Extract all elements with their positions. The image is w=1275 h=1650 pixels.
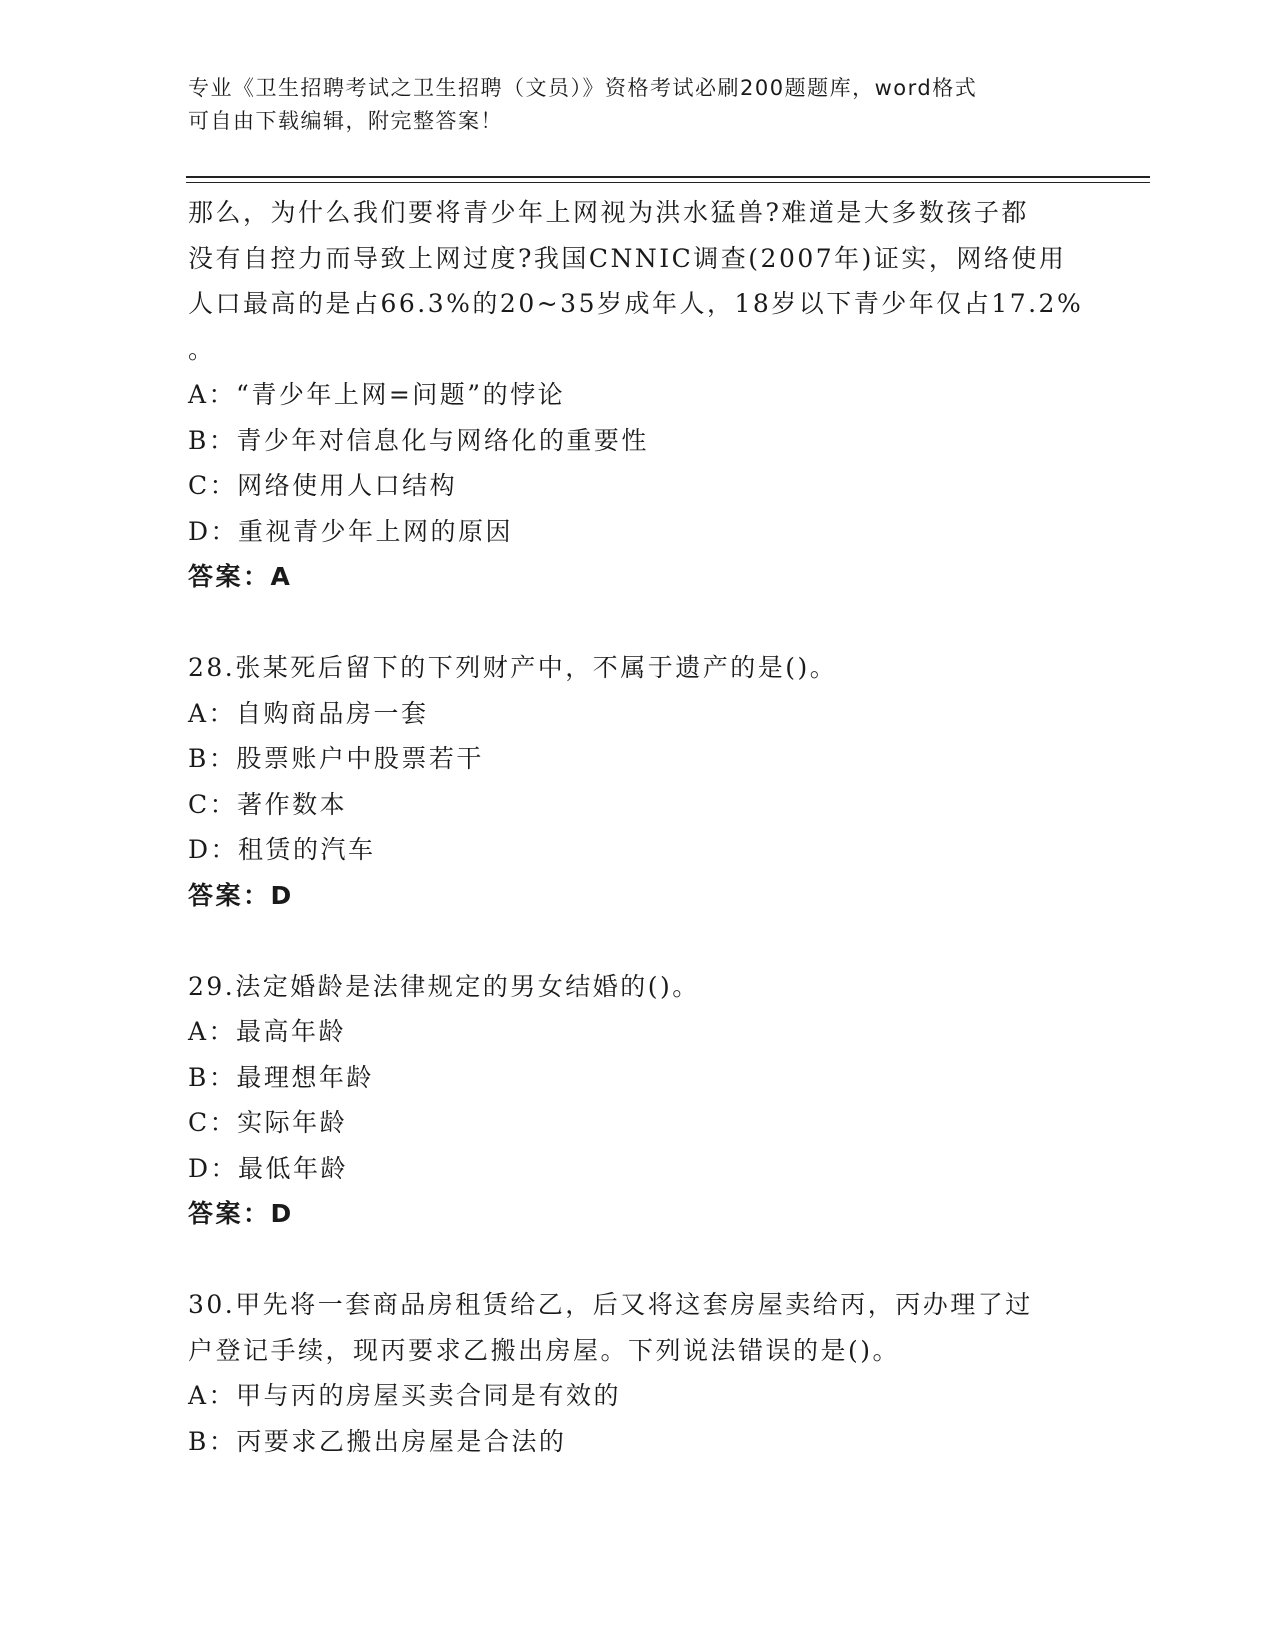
passage-line: 没有自控力而导致上网过度?我国CNNIC调查(2007年)证实，网络使用 [188, 243, 1067, 273]
option-d: D：重视青少年上网的原因 [188, 516, 514, 546]
option-a: A：“青少年上网=问题”的悖论 [188, 380, 566, 409]
option-b: B：最理想年龄 [188, 1062, 374, 1092]
option-c: C：实际年龄 [188, 1108, 348, 1137]
header-divider [186, 176, 1150, 183]
question-stem: 28.张某死后留下的下列财产中，不属于遗产的是()。 [188, 653, 838, 682]
spacer [188, 918, 1088, 964]
option-d: D：租赁的汽车 [188, 835, 376, 864]
option-a: A：最高年龄 [188, 1017, 347, 1046]
spacer [188, 1237, 1088, 1283]
option-a: A：甲与丙的房屋买卖合同是有效的 [188, 1381, 622, 1410]
spacer [188, 600, 1088, 646]
option-b: B：青少年对信息化与网络化的重要性 [188, 425, 649, 455]
question-stem: 户登记手续，现丙要求乙搬出房屋。下列说法错误的是()。 [188, 1335, 901, 1365]
option-d: D：最低年龄 [188, 1153, 349, 1183]
question-28-block [188, 645, 1088, 918]
option-b: B：丙要求乙搬出房屋是合法的 [188, 1426, 567, 1456]
option-a: A：自购商品房一套 [188, 698, 429, 728]
option-c: C：著作数本 [188, 789, 348, 819]
header-line-2: 可自由下载编辑，附完整答案！ [188, 109, 503, 133]
header-line-1: 专业《卫生招聘考试之卫生招聘（文员）》资格考试必刷200题题库，word格式 [188, 76, 978, 100]
option-b: B：股票账户中股票若干 [188, 744, 484, 773]
question-30-block [188, 1282, 1088, 1464]
answer-line: 答案：D [188, 880, 294, 910]
answer-line: 答案：A [188, 562, 293, 591]
answer-line: 答案：D [188, 1199, 294, 1228]
passage-line: 。 [188, 334, 216, 364]
question-stem: 29.法定婚龄是法律规定的男女结婚的()。 [188, 971, 700, 1001]
document-header [188, 72, 1078, 138]
passage-line: 人口最高的是占66.3%的20~35岁成年人，18岁以下青少年仅占17.2% [188, 289, 1084, 318]
question-29-block [188, 964, 1088, 1237]
passage-line: 那么，为什么我们要将青少年上网视为洪水猛兽?难道是大多数孩子都 [188, 198, 1029, 227]
question-content [188, 190, 1088, 1464]
question-stem: 30.甲先将一套商品房租赁给乙，后又将这套房屋卖给丙，丙办理了过 [188, 1290, 1033, 1319]
question-27-block [188, 190, 1088, 600]
option-c: C：网络使用人口结构 [188, 471, 458, 500]
